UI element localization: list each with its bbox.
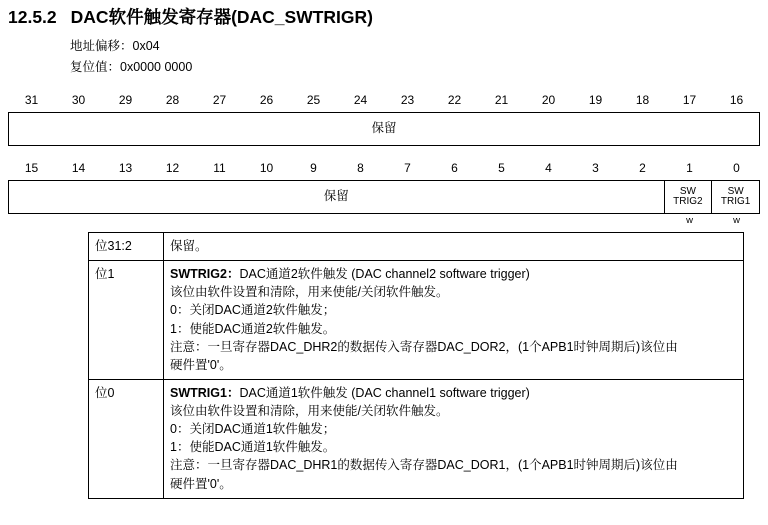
field-name-desc: DAC通道1软件触发 (DAC channel1 software trigger) — [239, 385, 530, 400]
description-line: 1：使能DAC通道1软件触发。 — [170, 440, 336, 455]
bit-number-row-upper — [8, 92, 760, 108]
bit-field-row-upper — [8, 112, 760, 146]
bit-description-cell — [164, 261, 744, 380]
description-line: 1：使能DAC通道2软件触发。 — [170, 321, 336, 336]
bit-number: 9 — [310, 161, 317, 175]
bit-number: 12 — [165, 161, 180, 175]
bit-number: 21 — [494, 93, 509, 107]
description-line: 保留。 — [170, 239, 208, 253]
reset-value: 复位值：0x0000 0000 — [70, 60, 193, 74]
description-line: 注意：一旦寄存器DAC_DHR2的数据传入寄存器DAC_DOR2，(1个APB1时钟周期后)该位由 — [170, 339, 678, 354]
access-swtrig1: w — [733, 215, 740, 226]
bit-field-reserved: 保留 — [9, 113, 760, 145]
table-row — [89, 379, 744, 498]
description-line: 注意：一旦寄存器DAC_DHR1的数据传入寄存器DAC_DOR1，(1个APB1时钟周期后)该位由 — [170, 458, 678, 473]
field-name-desc: DAC通道2软件触发 (DAC channel2 software trigger) — [239, 267, 530, 282]
section-number: 12.5.2 — [8, 7, 57, 27]
bit-number: 2 — [639, 161, 646, 175]
bit-field-swtrig1 — [712, 181, 760, 213]
bit-number: 13 — [118, 161, 133, 175]
description-line: 硬件置'0'。 — [170, 476, 232, 491]
description-line: 0：关闭DAC通道1软件触发； — [170, 422, 336, 437]
access-spacer — [8, 214, 666, 228]
bit-number: 3 — [592, 161, 599, 175]
bit-number: 8 — [357, 161, 364, 175]
bit-number: 15 — [24, 161, 39, 175]
bit-field-swtrig2-line2: TRIG2 — [673, 196, 703, 207]
bit-range-cell: 位1 — [89, 261, 164, 380]
page-title — [8, 4, 373, 29]
bit-description-cell — [164, 233, 744, 261]
field-name: SWTRIG2： — [170, 267, 240, 282]
bit-number: 26 — [259, 93, 274, 107]
bit-number: 10 — [259, 161, 274, 175]
bit-number: 20 — [541, 93, 556, 107]
description-line: 该位由软件设置和清除，用来使能/关闭软件触发。 — [170, 285, 449, 300]
bit-access-row — [8, 214, 760, 228]
bit-number: 16 — [729, 93, 744, 107]
bit-field-row-lower — [8, 180, 760, 214]
bit-number: 19 — [588, 93, 603, 107]
description-title-line — [170, 265, 737, 283]
bit-number: 1 — [686, 161, 693, 175]
bit-field-reserved: 保留 — [9, 181, 665, 213]
bit-description-cell — [164, 379, 744, 498]
bit-number: 4 — [545, 161, 552, 175]
bit-number: 23 — [400, 93, 415, 107]
bit-number: 7 — [404, 161, 411, 175]
description-line: 硬件置'0'。 — [170, 357, 232, 372]
description-line: 该位由软件设置和清除，用来使能/关闭软件触发。 — [170, 404, 449, 418]
bit-field-swtrig2-line1: SW — [679, 185, 696, 197]
bit-number: 22 — [447, 93, 462, 107]
bit-field-swtrig1-line2: TRIG1 — [720, 196, 751, 207]
bit-number: 30 — [71, 93, 86, 107]
bit-number: 11 — [213, 161, 226, 175]
description-line: 0：关闭DAC通道2软件触发； — [170, 303, 336, 318]
bit-number: 6 — [451, 161, 458, 175]
table-row — [89, 261, 744, 380]
table-row — [89, 233, 744, 261]
bit-table-upper — [8, 92, 760, 146]
bit-number: 17 — [682, 93, 697, 107]
access-swtrig2: w — [686, 215, 693, 226]
bit-table-lower — [8, 160, 760, 228]
bit-number: 18 — [635, 93, 650, 107]
bit-range-cell: 位0 — [89, 379, 164, 498]
bit-number: 29 — [118, 93, 133, 107]
bit-number: 31 — [24, 93, 39, 107]
bit-field-swtrig1-line1: SW — [727, 185, 744, 197]
bit-number: 25 — [306, 93, 321, 107]
bit-number: 24 — [353, 93, 368, 107]
bit-number-row-lower — [8, 160, 760, 176]
description-title-line — [170, 384, 737, 402]
bit-number: 28 — [165, 93, 180, 107]
bit-number: 14 — [71, 161, 86, 175]
bit-number: 27 — [212, 93, 227, 107]
field-name: SWTRIG1： — [170, 385, 240, 400]
address-offset: 地址偏移：0x04 — [70, 39, 160, 53]
bit-description-table — [88, 232, 744, 499]
bit-number: 0 — [733, 161, 740, 175]
bit-field-swtrig2 — [665, 181, 713, 213]
bit-number: 5 — [498, 161, 505, 175]
section-title: DAC软件触发寄存器(DAC_SWTRIGR) — [70, 7, 374, 27]
bit-range-cell: 位31:2 — [89, 233, 164, 261]
